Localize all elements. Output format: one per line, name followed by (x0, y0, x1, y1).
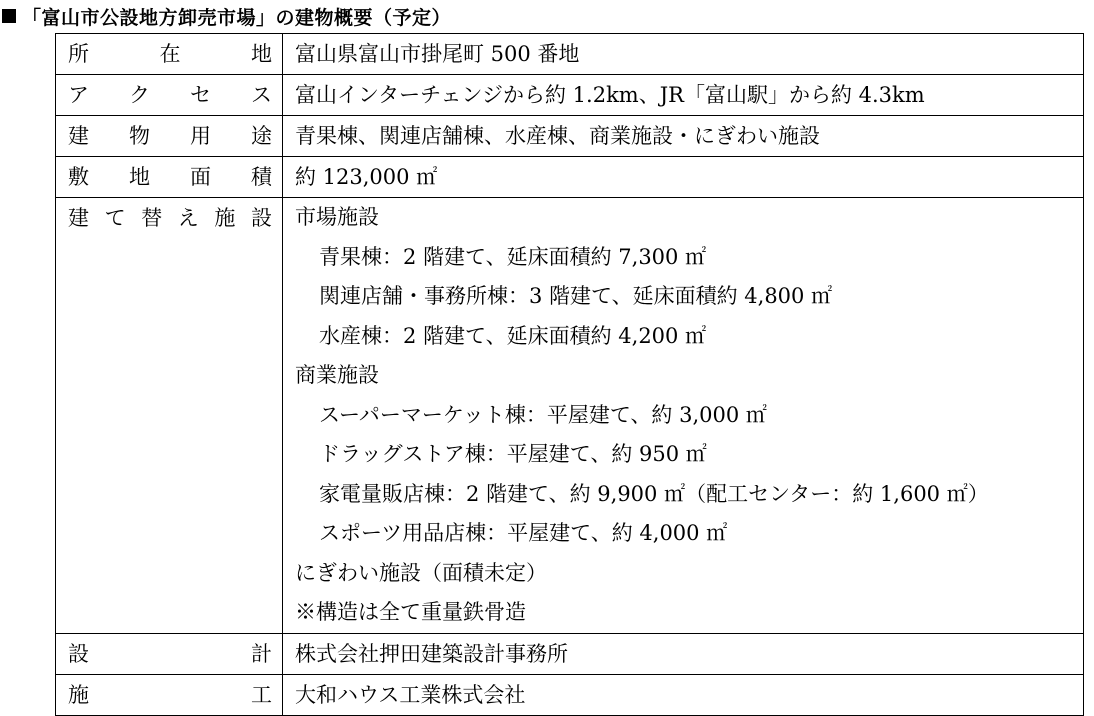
facility-line: スーパーマーケット棟：平屋建て、約 3,000 ㎡ (319, 402, 767, 427)
facility-group-heading: 商業施設 (295, 363, 379, 387)
row-value-location: 富山県富山市掛尾町 500 番地 (283, 34, 1084, 75)
row-value-building-use: 青果棟、関連店舗棟、水産棟、商業施設・にぎわい施設 (283, 116, 1084, 157)
facility-line: 家電量販店棟：2 階建て、約 9,900 ㎡（配工センター：約 1,600 ㎡） (319, 481, 989, 506)
row-value-design: 株式会社押田建築設計事務所 (283, 633, 1084, 674)
table-row-construction (56, 674, 1084, 715)
row-value-construction: 大和ハウス工業株式会社 (283, 674, 1084, 715)
table-row-rebuild-facilities (56, 198, 1084, 634)
black-square-icon (2, 9, 16, 23)
row-label-rebuild-facilities: 建 て 替 え 施 設 (68, 206, 272, 230)
section-heading (2, 4, 451, 28)
row-label-cell (56, 674, 283, 715)
facility-line: 水産棟：2 階建て、延床面積約 4,200 ㎡ (319, 323, 707, 348)
row-label-access: ア ク セ ス (68, 83, 272, 107)
facility-line: 関連店舗・事務所棟：3 階建て、延床面積約 4,800 ㎡ (319, 284, 833, 308)
row-value-access: 富山インターチェンジから約 1.2km、JR「富山駅」から約 4.3km (283, 75, 1084, 116)
row-label-cell (56, 633, 283, 674)
row-label-design: 設 計 (68, 641, 272, 666)
row-label-cell (56, 116, 283, 157)
table-row-location (56, 34, 1084, 75)
section-heading-text: 「富山市公設地方卸売市場」の建物概要（予定） (22, 6, 452, 29)
facility-line: ドラッグストア棟：平屋建て、約 950 ㎡ (319, 442, 707, 466)
row-value-site-area: 約 123,000 ㎡ (283, 157, 1084, 198)
table-row-building-use (56, 116, 1084, 157)
table-row-access (56, 75, 1084, 116)
row-label-location: 所 在 地 (68, 42, 272, 66)
building-overview-table (55, 33, 1084, 716)
facility-group-heading: 市場施設 (295, 205, 379, 229)
table-row-site-area (56, 157, 1084, 198)
row-value-rebuild-facilities (283, 198, 1084, 634)
facility-group-heading: にぎわい施設（面積未定） (295, 560, 547, 585)
facility-line: スポーツ用品店棟：平屋建て、約 4,000 ㎡ (319, 521, 728, 545)
row-label-cell (56, 34, 283, 75)
facility-line: 青果棟：2 階建て、延床面積約 7,300 ㎡ (319, 244, 707, 269)
row-label-cell (56, 157, 283, 198)
row-label-cell (56, 198, 283, 634)
row-label-cell (56, 75, 283, 116)
structure-note: ※構造は全て重量鉄骨造 (295, 600, 526, 624)
row-label-site-area: 敷 地 面 積 (68, 165, 272, 189)
table-row-design (56, 633, 1084, 674)
row-label-construction: 施 工 (68, 682, 272, 707)
row-label-building-use: 建 物 用 途 (68, 124, 272, 148)
